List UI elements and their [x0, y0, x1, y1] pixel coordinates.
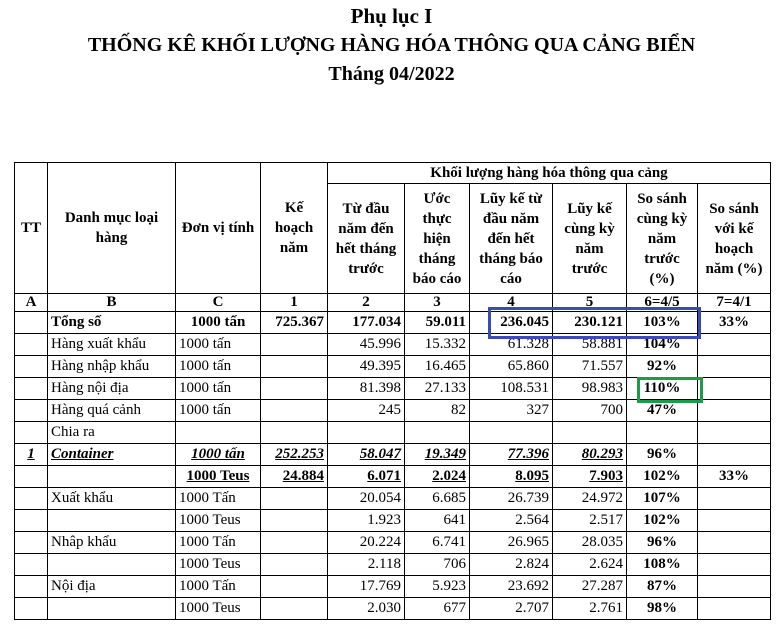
- cell-c5: 7.903: [553, 466, 627, 488]
- cell-tt: [15, 312, 48, 334]
- table-row: [15, 532, 771, 554]
- cell-c7: [698, 422, 771, 444]
- cell-name: Nội địa: [48, 576, 176, 598]
- cell-c2: 20.224: [328, 532, 405, 554]
- cell-c3: 15.332: [405, 334, 470, 356]
- cell-name: [48, 510, 176, 532]
- header-unit: Đơn vị tính: [176, 163, 261, 294]
- cell-c6: 92%: [627, 356, 698, 378]
- appendix-title: Phụ lục I: [350, 4, 433, 28]
- cell-c4: 65.860: [470, 356, 553, 378]
- cell-c2: 17.769: [328, 576, 405, 598]
- cell-c7: [698, 488, 771, 510]
- cell-name: Tổng số: [48, 312, 176, 334]
- header-c7: So sánh với kế hoạch năm (%): [698, 184, 771, 294]
- cell-c3: 706: [405, 554, 470, 576]
- cell-c2: 2.030: [328, 598, 405, 620]
- cell-c6: 107%: [627, 488, 698, 510]
- header-c4: Lũy kế từ đầu năm đến hết tháng báo cáo: [470, 184, 553, 294]
- cell-c5: 98.983: [553, 378, 627, 400]
- table-row: [15, 422, 771, 444]
- cell-c7: [698, 554, 771, 576]
- cell-c7: [698, 378, 771, 400]
- cell-plan: [261, 356, 328, 378]
- cell-name: Hàng quá cảnh: [48, 400, 176, 422]
- cell-c6: 103%: [627, 312, 698, 334]
- cell-c4: 26.739: [470, 488, 553, 510]
- cell-c4: 108.531: [470, 378, 553, 400]
- cell-unit: 1000 Tấn: [176, 576, 261, 598]
- cell-c4: 2.707: [470, 598, 553, 620]
- table-row: [15, 598, 771, 620]
- cell-plan: [261, 378, 328, 400]
- cell-name: Container: [48, 444, 176, 466]
- cell-c6: [627, 422, 698, 444]
- cell-c4: 8.095: [470, 466, 553, 488]
- cell-c7: 33%: [698, 466, 771, 488]
- column-code: 2: [328, 294, 405, 312]
- cell-tt: [15, 334, 48, 356]
- cell-name: [48, 598, 176, 620]
- cell-c5: 71.557: [553, 356, 627, 378]
- column-code: 7=4/1: [698, 294, 771, 312]
- report-title: THỐNG KÊ KHỐI LƯỢNG HÀNG HÓA THÔNG QUA CẢNG BIỂN: [87, 34, 696, 56]
- cell-c3: 5.923: [405, 576, 470, 598]
- cell-c4: 236.045: [470, 312, 553, 334]
- cell-c5: 58.881: [553, 334, 627, 356]
- cell-name: Hàng nhập khẩu: [48, 356, 176, 378]
- column-code: 5: [553, 294, 627, 312]
- header-c6: So sánh cùng kỳ năm trước (%): [627, 184, 698, 294]
- table-row: [15, 356, 771, 378]
- table-row: [15, 488, 771, 510]
- cell-unit: 1000 Tấn: [176, 488, 261, 510]
- cell-c6: 104%: [627, 334, 698, 356]
- cell-c4: 77.396: [470, 444, 553, 466]
- cell-c2: 58.047: [328, 444, 405, 466]
- column-code: C: [176, 294, 261, 312]
- column-code: 3: [405, 294, 470, 312]
- cell-c2: 177.034: [328, 312, 405, 334]
- cell-tt: [15, 422, 48, 444]
- cell-c7: 33%: [698, 312, 771, 334]
- cell-c7: [698, 444, 771, 466]
- cell-c2: 81.398: [328, 378, 405, 400]
- header-c5: Lũy kế cùng kỳ năm trước: [553, 184, 627, 294]
- cell-c5: 2.624: [553, 554, 627, 576]
- cell-c4: 61.328: [470, 334, 553, 356]
- cell-plan: [261, 422, 328, 444]
- cell-c7: [698, 334, 771, 356]
- cell-tt: [15, 488, 48, 510]
- cell-name: Nhâp khẩu: [48, 532, 176, 554]
- cell-unit: 1000 Teus: [176, 510, 261, 532]
- cell-tt: 1: [15, 444, 48, 466]
- cell-c5: [553, 422, 627, 444]
- cell-unit: [176, 422, 261, 444]
- cell-c4: 23.692: [470, 576, 553, 598]
- cell-c6: 102%: [627, 510, 698, 532]
- cell-name: Hàng xuất khẩu: [48, 334, 176, 356]
- cell-c6: 96%: [627, 532, 698, 554]
- cell-c5: 700: [553, 400, 627, 422]
- cell-plan: [261, 576, 328, 598]
- cell-c2: 45.996: [328, 334, 405, 356]
- cell-c3: 677: [405, 598, 470, 620]
- cell-name: [48, 466, 176, 488]
- cell-c6: 102%: [627, 466, 698, 488]
- column-code: A: [15, 294, 48, 312]
- cell-unit: 1000 Teus: [176, 466, 261, 488]
- header-c3: Ước thực hiện tháng báo cáo: [405, 184, 470, 294]
- cell-unit: 1000 tấn: [176, 444, 261, 466]
- cell-c6: 96%: [627, 444, 698, 466]
- cell-c7: [698, 400, 771, 422]
- cell-c3: 16.465: [405, 356, 470, 378]
- cell-plan: 725.367: [261, 312, 328, 334]
- header-c2: Từ đầu năm đến hết tháng trước: [328, 184, 405, 294]
- cell-tt: [15, 576, 48, 598]
- cell-c3: 6.741: [405, 532, 470, 554]
- cell-c6: 108%: [627, 554, 698, 576]
- cell-plan: [261, 598, 328, 620]
- cell-c2: [328, 422, 405, 444]
- cell-c3: 641: [405, 510, 470, 532]
- cell-c2: 49.395: [328, 356, 405, 378]
- cell-c4: 2.564: [470, 510, 553, 532]
- cell-c2: 245: [328, 400, 405, 422]
- cell-name: [48, 554, 176, 576]
- cell-c3: 59.011: [405, 312, 470, 334]
- cell-plan: 24.884: [261, 466, 328, 488]
- cell-unit: 1000 tấn: [176, 378, 261, 400]
- cell-c6: 110%: [627, 378, 698, 400]
- column-code: 6=4/5: [627, 294, 698, 312]
- cell-tt: [15, 532, 48, 554]
- header-tt: TT: [15, 163, 48, 294]
- table-row: [15, 510, 771, 532]
- cell-c5: 2.517: [553, 510, 627, 532]
- cell-tt: [15, 510, 48, 532]
- header-category: Danh mục loại hàng: [48, 163, 176, 294]
- report-period: Tháng 04/2022: [328, 63, 455, 85]
- cell-c5: 27.287: [553, 576, 627, 598]
- cell-c3: 19.349: [405, 444, 470, 466]
- cell-c7: [698, 510, 771, 532]
- cell-unit: 1000 tấn: [176, 334, 261, 356]
- cell-unit: 1000 tấn: [176, 356, 261, 378]
- cell-tt: [15, 400, 48, 422]
- cell-c4: 2.824: [470, 554, 553, 576]
- cell-c7: [698, 356, 771, 378]
- cell-c5: 24.972: [553, 488, 627, 510]
- table-body: [15, 312, 771, 620]
- blue-highlight-box: [488, 307, 701, 339]
- cell-c6: 98%: [627, 598, 698, 620]
- cell-name: Xuất khẩu: [48, 488, 176, 510]
- table-row: [15, 466, 771, 488]
- cell-plan: [261, 510, 328, 532]
- cell-plan: [261, 532, 328, 554]
- cell-unit: 1000 tấn: [176, 312, 261, 334]
- cell-tt: [15, 378, 48, 400]
- table-row: [15, 576, 771, 598]
- header-plan: Kế hoạch năm: [261, 163, 328, 294]
- cell-c2: 20.054: [328, 488, 405, 510]
- cell-plan: 252.253: [261, 444, 328, 466]
- green-highlight-box: [637, 377, 703, 403]
- cell-c3: 6.685: [405, 488, 470, 510]
- cell-unit: 1000 Teus: [176, 598, 261, 620]
- header-group: Khối lượng hàng hóa thông qua cảng: [328, 163, 771, 184]
- cell-tt: [15, 554, 48, 576]
- cell-c5: 28.035: [553, 532, 627, 554]
- cell-plan: [261, 488, 328, 510]
- cell-c2: 2.118: [328, 554, 405, 576]
- cell-c4: 327: [470, 400, 553, 422]
- cell-c3: 2.024: [405, 466, 470, 488]
- cell-c4: [470, 422, 553, 444]
- cell-c5: 80.293: [553, 444, 627, 466]
- cell-tt: [15, 598, 48, 620]
- cell-c3: 82: [405, 400, 470, 422]
- table-row: [15, 444, 771, 466]
- cell-c6: 87%: [627, 576, 698, 598]
- cell-c2: 6.071: [328, 466, 405, 488]
- cell-c7: [698, 576, 771, 598]
- cell-c7: [698, 532, 771, 554]
- column-code: 4: [470, 294, 553, 312]
- cell-plan: [261, 554, 328, 576]
- column-code: B: [48, 294, 176, 312]
- cell-tt: [15, 466, 48, 488]
- cell-c4: 26.965: [470, 532, 553, 554]
- table-row: [15, 554, 771, 576]
- cell-c3: 27.133: [405, 378, 470, 400]
- cell-tt: [15, 356, 48, 378]
- cell-c7: [698, 598, 771, 620]
- column-code: 1: [261, 294, 328, 312]
- cell-plan: [261, 334, 328, 356]
- cell-unit: 1000 Teus: [176, 554, 261, 576]
- cell-c2: 1.923: [328, 510, 405, 532]
- cell-plan: [261, 400, 328, 422]
- cell-unit: 1000 Tấn: [176, 532, 261, 554]
- cell-c5: 230.121: [553, 312, 627, 334]
- cell-name: Hàng nội địa: [48, 378, 176, 400]
- cell-c6: 47%: [627, 400, 698, 422]
- cell-c5: 2.761: [553, 598, 627, 620]
- cell-name: Chia ra: [48, 422, 176, 444]
- cell-c3: [405, 422, 470, 444]
- cell-unit: 1000 tấn: [176, 400, 261, 422]
